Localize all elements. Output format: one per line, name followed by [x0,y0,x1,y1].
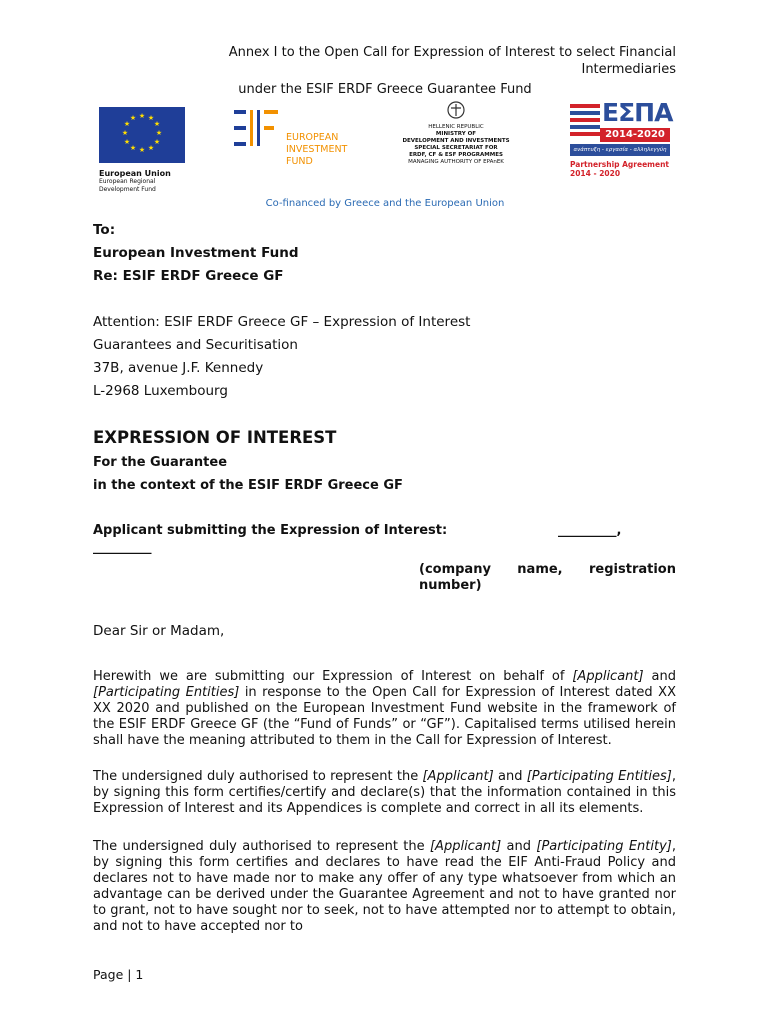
applicant-label: Applicant submitting the Expression of Interest: [93,523,448,538]
paragraph-3 [93,839,676,935]
note-name: name, [517,562,563,577]
svg-text:★: ★ [121,129,129,137]
to-label: To: [93,222,116,238]
espa-title: ΕΣΠΑ [602,98,673,127]
eu-logo-sub1: European Regional [99,178,156,185]
recipient-re: Re: ESIF ERDF Greece GF [93,268,284,284]
svg-text:★: ★ [147,144,155,152]
p3-applicant: [Applicant] [429,839,502,854]
svg-text:★: ★ [138,146,146,154]
ministry-line3: DEVELOPMENT AND INVESTMENTS [402,138,510,144]
eu-logo-title: European Union [99,169,171,178]
paragraph-2 [93,769,676,817]
espa-logo [570,98,673,182]
espa-flag-icon [570,104,600,138]
attention-line-2: Guarantees and Securitisation [93,337,298,353]
p3-text-e: , by signing this form certifies and declares to have read the EIF Anti-Fraud Policy and declares not to have made nor to make any offer of any type whatsoever from which an advantage can be derived under the Guarantee Agreement and not to have granted nor to grant, not to have sought nor to seek, not to have attempted nor to attempt to obtain, and not to have accepted nor to [93,839,677,934]
attention-line-1: Attention: ESIF ERDF Greece GF – Expression of Interest [93,314,471,330]
svg-text:★: ★ [138,112,146,120]
eu-logo [99,107,185,193]
applicant-note-line-1 [419,562,676,577]
eif-logo-line3: FUND [286,156,313,167]
document-subtitle-1: For the Guarantee [93,455,228,470]
ministry-line4: SPECIAL SECRETARIAT FOR [414,145,498,151]
svg-text:★: ★ [129,144,137,152]
p1-participating: [Participating Entities] [93,685,240,700]
eif-logo-line1: EUROPEAN [286,132,339,143]
p3-text-c: and [501,839,537,854]
p2-text-c: and [493,769,527,784]
espa-partnership-years: 2014 - 2020 [570,169,621,178]
note-registration: registration [589,562,676,577]
p3-text-a: The undersigned duly authorised to represent the [93,839,430,854]
salutation: Dear Sir or Madam, [93,623,225,639]
attention-line-4: L-2968 Luxembourg [93,383,228,399]
svg-text:★: ★ [153,120,161,128]
svg-text:★: ★ [123,138,131,146]
p3-participating: [Participating Entity] [536,839,672,854]
applicant-note-line-2: number) [419,578,482,593]
espa-slogan: ανάπτυξη - εργασία - αλληλεγγύη [570,144,670,156]
eu-flag-icon [99,107,185,163]
ministry-line5: ERDF, CF & ESF PROGRAMMES [409,152,503,158]
p1-text-c: and [651,669,676,684]
ministry-logo [386,100,526,180]
p1-applicant: [Applicant] [572,669,644,684]
header-line-1: Annex I to the Open Call for Expression of Interest to select Financial [228,45,676,60]
applicant-blank-1: _________, [558,523,622,538]
p2-applicant: [Applicant] [422,769,494,784]
note-company: (company [419,562,491,577]
svg-text:★: ★ [147,114,155,122]
document-subtitle-2: in the context of the ESIF ERDF Greece GF [93,478,403,493]
svg-text:★: ★ [153,138,161,146]
svg-text:★: ★ [129,114,137,122]
attention-line-3: 37B, avenue J.F. Kennedy [93,360,264,376]
espa-years: 2014-2020 [600,128,670,142]
eif-mark-icon [234,106,284,162]
p2-text-a: The undersigned duly authorised to represent the [93,769,423,784]
espa-partnership: Partnership Agreement [570,160,669,169]
ministry-line6: MANAGING AUTHORITY OF EPAnEK [408,159,504,165]
eu-logo-sub2: Development Fund [99,186,156,193]
cofinanced-text: Co-financed by Greece and the European Union [265,198,505,209]
paragraph-1 [93,669,676,749]
p2-text-e: , by signing this form certifies/certify and declare(s) that the information contained in this Expression of Interest and its Appendices is complete and correct in all its elements. [93,769,676,816]
document-title: EXPRESSION OF INTEREST [93,428,337,447]
p1-text-e: in response to the Open Call for Expression of Interest dated XX XX 2020 and published on the European Investment Fund website in the framework of the ESIF ERDF Greece GF (the “Fund of Funds” or “GF”). Capitalised terms utilised herein shall have the meaning attributed to them in the Call for Expression of Interest. [93,685,676,748]
svg-text:★: ★ [123,120,131,128]
applicant-blank-2: _________ [93,540,152,555]
header-line-3: under the ESIF ERDF Greece Guarantee Fund [238,82,532,97]
svg-text:★: ★ [155,129,163,137]
p1-text-a: Herewith we are submitting our Expression of Interest on behalf of [93,669,573,684]
ministry-line1: HELLENIC REPUBLIC [428,124,484,130]
ministry-line2: MINISTRY OF [435,131,477,137]
p2-participating: [Participating Entities] [526,769,672,784]
eif-logo [234,106,364,176]
page-number: Page | 1 [93,967,144,982]
hellenic-emblem-icon [446,100,466,120]
recipient-name: European Investment Fund [93,245,299,261]
header-line-2: Intermediaries [581,62,676,77]
eif-logo-line2: INVESTMENT [286,144,348,155]
